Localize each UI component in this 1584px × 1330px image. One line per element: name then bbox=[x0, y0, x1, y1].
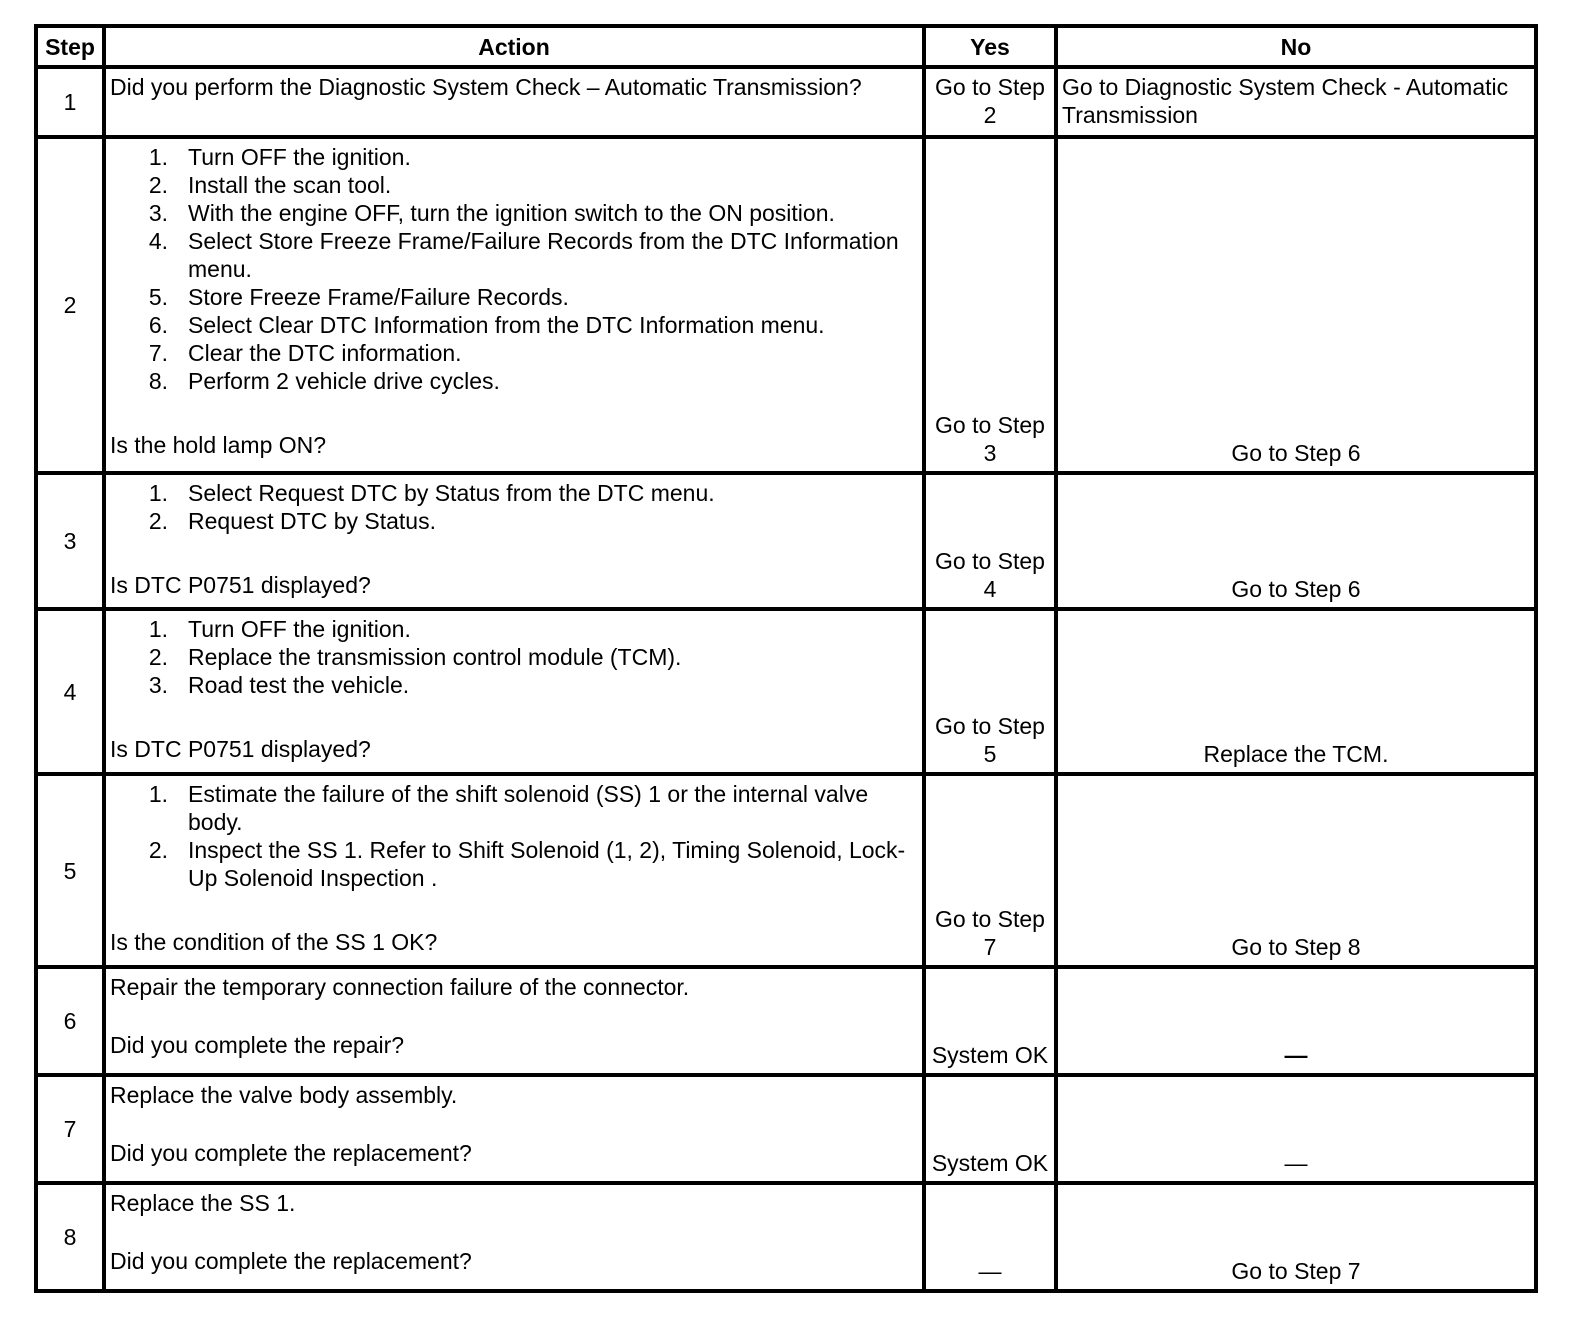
table-row bbox=[36, 609, 1536, 774]
list-item: 3. With the engine OFF, turn the ignition switch to the ON position. bbox=[148, 200, 835, 226]
header-step: Step bbox=[36, 26, 104, 67]
yes-cell: Go to Step 4 bbox=[924, 473, 1056, 609]
list-item: 4. Select Store Freeze Frame/Failure Records from the DTC Information menu. bbox=[148, 228, 899, 282]
list-item: 1. Estimate the failure of the shift solenoid (SS) 1 or the internal valve body. bbox=[148, 781, 869, 835]
table-row bbox=[36, 473, 1536, 609]
action-intro: Did you perform the Diagnostic System Check – Automatic Transmission? bbox=[110, 74, 862, 100]
list-item: 2. Request DTC by Status. bbox=[148, 508, 436, 534]
action-question: Is DTC P0751 displayed? bbox=[110, 572, 371, 598]
step-number: 4 bbox=[36, 609, 104, 774]
list-item: 1. Turn OFF the ignition. bbox=[148, 616, 411, 642]
list-item: 1. Turn OFF the ignition. bbox=[148, 144, 411, 170]
action-cell bbox=[104, 967, 924, 1075]
action-cell bbox=[104, 1183, 924, 1291]
list-item: 2. Inspect the SS 1. Refer to Shift Solenoid (1, 2), Timing Solenoid, Lock-Up Solenoid Inspection . bbox=[148, 837, 906, 891]
step-number: 3 bbox=[36, 473, 104, 609]
yes-cell: Go to Step 7 bbox=[924, 774, 1056, 967]
action-steps-list bbox=[110, 479, 918, 535]
action-question: Did you complete the replacement? bbox=[110, 1248, 472, 1274]
action-cell bbox=[104, 137, 924, 473]
action-cell bbox=[104, 1075, 924, 1183]
no-cell: Replace the TCM. bbox=[1056, 609, 1536, 774]
header-action: Action bbox=[104, 26, 924, 67]
yes-cell: Go to Step 3 bbox=[924, 137, 1056, 473]
action-question: Is the hold lamp ON? bbox=[110, 432, 327, 458]
list-item: 5. Store Freeze Frame/Failure Records. bbox=[148, 284, 569, 310]
step-number: 1 bbox=[36, 67, 104, 137]
yes-cell: System OK bbox=[924, 1075, 1056, 1183]
list-item: 3. Road test the vehicle. bbox=[148, 672, 410, 698]
action-steps-list bbox=[110, 615, 918, 699]
step-number: 5 bbox=[36, 774, 104, 967]
action-cell bbox=[104, 67, 924, 137]
no-cell: — bbox=[1056, 967, 1536, 1075]
step-number: 8 bbox=[36, 1183, 104, 1291]
header-no: No bbox=[1056, 26, 1536, 67]
action-cell bbox=[104, 473, 924, 609]
step-number: 6 bbox=[36, 967, 104, 1075]
action-question: Did you complete the repair? bbox=[110, 1032, 405, 1058]
action-intro: Replace the valve body assembly. bbox=[110, 1082, 458, 1108]
list-item: 2. Install the scan tool. bbox=[148, 172, 392, 198]
action-question: Did you complete the replacement? bbox=[110, 1140, 472, 1166]
list-item: 2. Replace the transmission control module (TCM). bbox=[148, 644, 682, 670]
yes-cell: — bbox=[924, 1183, 1056, 1291]
yes-cell: Go to Step 2 bbox=[924, 67, 1056, 137]
header-row bbox=[36, 26, 1536, 67]
no-cell: Go to Step 7 bbox=[1056, 1183, 1536, 1291]
action-cell bbox=[104, 774, 924, 967]
action-intro: Replace the SS 1. bbox=[110, 1190, 296, 1216]
action-steps-list bbox=[110, 780, 918, 892]
action-steps-list bbox=[110, 143, 918, 395]
table-row bbox=[36, 67, 1536, 137]
table-row bbox=[36, 137, 1536, 473]
action-question: Is DTC P0751 displayed? bbox=[110, 736, 371, 762]
no-cell: Go to Step 8 bbox=[1056, 774, 1536, 967]
list-item: 1. Select Request DTC by Status from the DTC menu. bbox=[148, 480, 715, 506]
action-question: Is the condition of the SS 1 OK? bbox=[110, 929, 438, 955]
yes-cell: System OK bbox=[924, 967, 1056, 1075]
table-row bbox=[36, 774, 1536, 967]
no-cell: Go to Step 6 bbox=[1056, 137, 1536, 473]
yes-cell: Go to Step 5 bbox=[924, 609, 1056, 774]
table-row bbox=[36, 1075, 1536, 1183]
table-row bbox=[36, 967, 1536, 1075]
no-cell: — bbox=[1056, 1075, 1536, 1183]
step-number: 7 bbox=[36, 1075, 104, 1183]
action-cell bbox=[104, 609, 924, 774]
no-cell: Go to Diagnostic System Check - Automatic Transmission bbox=[1056, 67, 1536, 137]
table-row bbox=[36, 1183, 1536, 1291]
no-cell: Go to Step 6 bbox=[1056, 473, 1536, 609]
action-intro: Repair the temporary connection failure of the connector. bbox=[110, 974, 690, 1000]
list-item: 7. Clear the DTC information. bbox=[148, 340, 462, 366]
list-item: 8. Perform 2 vehicle drive cycles. bbox=[148, 368, 500, 394]
list-item: 6. Select Clear DTC Information from the DTC Information menu. bbox=[148, 312, 825, 338]
diagnostic-table bbox=[34, 24, 1538, 1293]
step-number: 2 bbox=[36, 137, 104, 473]
header-yes: Yes bbox=[924, 26, 1056, 67]
